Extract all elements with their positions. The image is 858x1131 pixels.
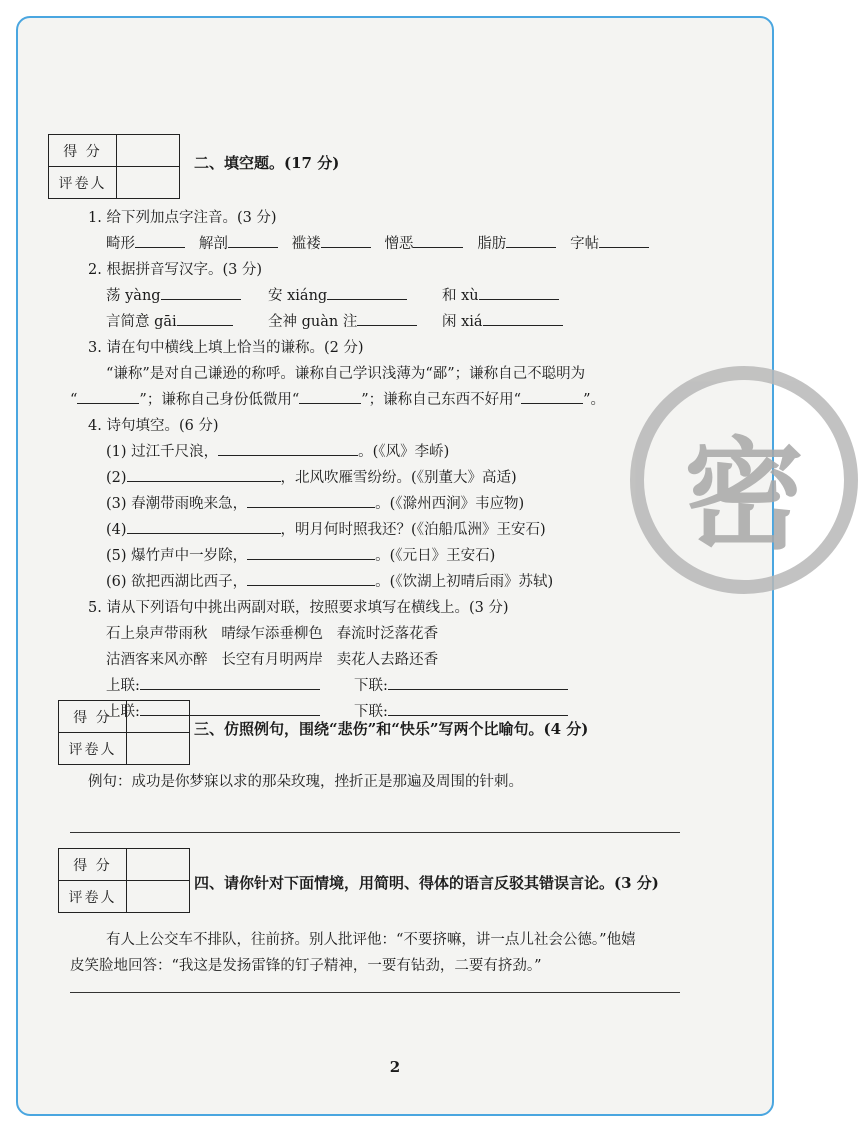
q5-upper-1 xyxy=(106,674,320,695)
lower-label: 下联: xyxy=(354,678,388,694)
q4-src: ，明月何时照我还？(《泊船瓜洲》王安石) xyxy=(280,522,546,538)
q2-row2 xyxy=(106,310,233,331)
score-label: 得 分 xyxy=(59,701,127,733)
q2-item: 荡 yàng xyxy=(106,288,161,304)
q3-quote: “ xyxy=(70,392,78,408)
q2-row1 xyxy=(106,284,241,305)
score-box-sec4 xyxy=(58,848,190,913)
q4-num: (3) 春潮带雨晚来急， xyxy=(106,496,248,512)
q3-prompt: 3. 请在句中横线上填上恰当的谦称。(2 分) xyxy=(88,340,364,356)
sec4-paragraph-2: 皮笑脸地回答：“我这是发扬雷锋的钉子精神，一要有钻劲，二要有挤劲。” xyxy=(70,958,542,974)
q3-text: ”。 xyxy=(583,392,605,408)
q3-line1: “谦称”是对自己谦逊的称呼。谦称自己学识浅薄为“鄙”；谦称自己不聪明为 xyxy=(106,366,586,382)
q4-blank[interactable] xyxy=(127,466,281,482)
q1-blank[interactable] xyxy=(135,232,185,248)
score-cell[interactable] xyxy=(117,135,180,167)
grader-label: 评卷人 xyxy=(59,733,127,765)
q4-src: 。(《饮湖上初晴后雨》苏轼) xyxy=(375,574,554,590)
sec2-title: 二、填空题。(17 分) xyxy=(194,154,340,172)
q2-item: 和 xù xyxy=(442,288,479,304)
secret-stamp xyxy=(630,366,858,594)
q5-prompt: 5. 请从下列语句中挑出两副对联，按照要求填写在横线上。(3 分) xyxy=(88,600,509,616)
q1-word: 脂肪 xyxy=(477,236,507,252)
q5-blank[interactable] xyxy=(140,674,320,690)
q2-row2-c xyxy=(442,310,563,331)
q3-line2 xyxy=(70,388,605,409)
q2-blank[interactable] xyxy=(479,284,559,300)
q2-blank[interactable] xyxy=(177,310,233,326)
page-frame xyxy=(16,16,804,1116)
q4-num: (4) xyxy=(106,522,127,538)
sec3-title: 三、仿照例句，围绕“悲伤”和“快乐”写两个比喻句。(4 分) xyxy=(194,720,589,738)
q4-num: (1) 过江千尺浪， xyxy=(106,444,219,460)
q4-prompt: 4. 诗句填空。(6 分) xyxy=(88,418,219,434)
q4-blank[interactable] xyxy=(218,440,358,456)
score-box-sec2 xyxy=(48,134,180,199)
q4-item xyxy=(106,492,524,513)
q3-text: ”；谦称自己身份低微用“ xyxy=(139,392,300,408)
q4-blank[interactable] xyxy=(247,492,375,508)
q5-row1: 石上泉声带雨秋 晴绿乍添垂柳色 春流时泛落花香 xyxy=(106,626,439,642)
q5-blank[interactable] xyxy=(388,700,568,716)
q2-prompt: 2. 根据拼音写汉字。(3 分) xyxy=(88,262,263,278)
q4-item xyxy=(106,544,495,565)
q2-row2-b xyxy=(268,310,417,331)
answer-line[interactable] xyxy=(70,832,680,833)
sec3-example: 例句：成功是你梦寐以求的那朵玫瑰，挫折正是那遍及周围的针刺。 xyxy=(88,774,523,790)
score-box-sec3 xyxy=(58,700,190,765)
secret-stamp-char: 密 xyxy=(684,427,804,566)
q4-blank[interactable] xyxy=(247,544,375,560)
score-cell[interactable] xyxy=(127,701,190,733)
sec4-paragraph-1: 有人上公交车不排队，往前挤。别人批评他：“不要挤嘛，讲一点儿社会公德。”他嬉 xyxy=(106,932,636,948)
grader-cell[interactable] xyxy=(127,733,190,765)
q1-blank[interactable] xyxy=(599,232,649,248)
q3-blank[interactable] xyxy=(299,388,361,404)
q1-blank[interactable] xyxy=(228,232,278,248)
q2-item: 安 xiáng xyxy=(268,288,328,304)
grader-label: 评卷人 xyxy=(49,167,117,199)
q1-blank[interactable] xyxy=(321,232,371,248)
q3-blank[interactable] xyxy=(521,388,583,404)
score-cell[interactable] xyxy=(127,849,190,881)
q1-blank[interactable] xyxy=(413,232,463,248)
q4-blank[interactable] xyxy=(127,518,281,534)
q1-word: 褴褛 xyxy=(291,236,321,252)
q2-blank[interactable] xyxy=(327,284,407,300)
answer-line[interactable] xyxy=(70,992,680,993)
q4-src: 。(《元日》王安石) xyxy=(375,548,496,564)
q3-text: ”；谦称自己东西不好用“ xyxy=(361,392,522,408)
q5-blank[interactable] xyxy=(388,674,568,690)
q2-blank[interactable] xyxy=(357,310,417,326)
q1-word: 字帖 xyxy=(570,236,600,252)
q4-item xyxy=(106,440,449,461)
q4-num: (5) 爆竹声中一岁除， xyxy=(106,548,248,564)
sec4-title: 四、请你针对下面情境，用简明、得体的语言反驳其错误言论。(3 分) xyxy=(194,874,659,892)
q2-item: 闲 xiá xyxy=(442,314,483,330)
upper-label: 上联: xyxy=(106,678,140,694)
q5-lower-1 xyxy=(354,674,568,695)
lower-label: 下联: xyxy=(354,704,388,720)
q5-row2: 沽酒客来风亦醉 长空有月明两岸 卖花人去路还香 xyxy=(106,652,439,668)
q4-src: 。(《风》李峤) xyxy=(358,444,450,460)
score-label: 得 分 xyxy=(49,135,117,167)
q2-row1-b xyxy=(268,284,407,305)
q2-blank[interactable] xyxy=(483,310,563,326)
grader-cell[interactable] xyxy=(127,881,190,913)
q4-num: (6) 欲把西湖比西子， xyxy=(106,574,248,590)
grader-label: 评卷人 xyxy=(59,881,127,913)
q4-src: ，北风吹雁雪纷纷。(《别董大》高适) xyxy=(280,470,517,486)
q4-item xyxy=(106,518,546,539)
q2-blank[interactable] xyxy=(161,284,241,300)
q1-prompt: 1. 给下列加点字注音。(3 分) xyxy=(88,210,277,226)
q2-item: 言简意 gāi xyxy=(106,314,177,330)
q1-word: 解剖 xyxy=(198,236,228,252)
page-number: 2 xyxy=(389,1058,401,1076)
q4-item xyxy=(106,466,517,487)
q2-item: 全神 guàn 注 xyxy=(268,314,358,330)
q4-src: 。(《滁州西涧》韦应物) xyxy=(375,496,525,512)
q1-words xyxy=(106,232,649,253)
q3-blank[interactable] xyxy=(77,388,139,404)
grader-cell[interactable] xyxy=(117,167,180,199)
q2-row1-c xyxy=(442,284,559,305)
q1-word: 畸形 xyxy=(106,236,135,252)
score-label: 得 分 xyxy=(59,849,127,881)
q1-blank[interactable] xyxy=(506,232,556,248)
q1-word: 憎恶 xyxy=(384,236,414,252)
upper-label: 上联: xyxy=(106,704,140,720)
q4-blank[interactable] xyxy=(247,570,375,586)
q4-num: (2) xyxy=(106,470,127,486)
q4-item xyxy=(106,570,553,591)
